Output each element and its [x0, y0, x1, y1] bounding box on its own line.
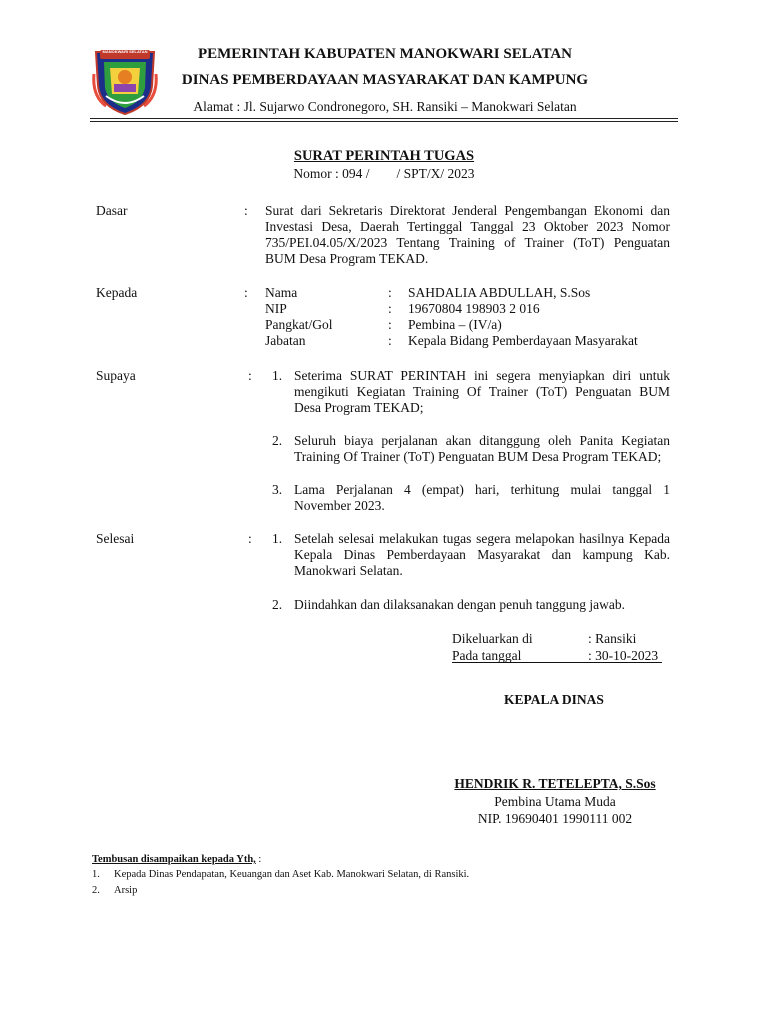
dasar-text — [265, 203, 670, 267]
header-department: DINAS PEMBERDAYAAN MASYARAKAT DAN KAMPUNG — [181, 72, 589, 88]
document-title: SURAT PERINTAH TUGAS — [293, 148, 475, 164]
field-jabatan-key: Jabatan — [265, 333, 306, 348]
cc-item-2-num: 2. — [92, 885, 100, 896]
selesai-item-1 — [294, 531, 670, 579]
dasar-line: Investasi Desa, Daerah Tertinggal Tanggal 23 Oktober 2023 Nomor — [265, 219, 670, 234]
dasar-line: 735/PEI.04.05/X/2023 Tentang Training of Trainer (ToT) Penguatan — [265, 235, 670, 250]
field-nip-value: 19670804 198903 2 016 — [408, 301, 540, 316]
cc-title — [92, 853, 261, 866]
selesai-item-1-num: 1. — [272, 531, 283, 546]
issued-place-label: Dikeluarkan di — [452, 631, 533, 646]
field-jabatan-sep: : — [388, 333, 392, 348]
issued-date-label: Pada tanggal — [452, 648, 522, 663]
header-government: PEMERINTAH KABUPATEN MANOKWARI SELATAN — [197, 46, 573, 62]
field-nip-key: NIP — [265, 301, 287, 316]
issued-date-value: : 30-10-2023 — [588, 648, 659, 663]
dasar-colon: : — [244, 203, 248, 218]
dasar-label: Dasar — [96, 203, 128, 218]
supaya-item-3-num: 3. — [272, 482, 283, 497]
selesai-item-2: Diindahkan dan dilaksanakan dengan penuh tanggung jawab. — [294, 597, 626, 612]
kepada-label: Kepada — [96, 285, 138, 300]
list-item-line: November 2023. — [294, 498, 385, 513]
field-nip-sep: : — [388, 301, 392, 316]
signatory-nip: NIP. 19690401 1990111 002 — [477, 811, 633, 826]
field-nama-sep: : — [388, 285, 392, 300]
document-number: Nomor : 094 / / SPT/X/ 2023 — [293, 166, 475, 181]
dasar-line: BUM Desa Program TEKAD. — [265, 251, 429, 266]
signatory-name: HENDRIK R. TETELEPTA, S.Sos — [454, 776, 656, 791]
field-nama-value: SAHDALIA ABDULLAH, S.Sos — [408, 285, 591, 300]
field-nama-key: Nama — [265, 285, 298, 300]
kepada-colon: : — [244, 285, 248, 300]
list-item-line: Training Of Trainer (ToT) Penguatan BUM Desa Program TEKAD; — [294, 449, 662, 464]
supaya-item-1 — [294, 368, 670, 416]
dasar-line: Surat dari Sekretaris Direktorat Jenderal Pengembangan Ekonomi dan — [265, 203, 670, 218]
header-divider-thin — [90, 121, 678, 122]
cc-item-1-num: 1. — [92, 869, 100, 880]
cc-title-text: Tembusan disampaikan kepada Yth, — [92, 854, 256, 865]
signatory-rank: Pembina Utama Muda — [494, 794, 616, 809]
selesai-colon: : — [248, 531, 252, 546]
supaya-colon: : — [248, 368, 252, 383]
supaya-item-1-num: 1. — [272, 368, 283, 383]
cc-title-suffix: : — [255, 854, 262, 865]
cc-item-2: Arsip — [114, 885, 138, 896]
emblem-text: MANOKWARI SELATAN — [102, 49, 148, 54]
field-pangkat-value: Pembina – (IV/a) — [408, 317, 502, 332]
list-item-line: Setelah selesai melakukan tugas segera melapokan hasilnya Kepada — [294, 531, 670, 546]
supaya-label: Supaya — [96, 368, 136, 383]
field-pangkat-sep: : — [388, 317, 392, 332]
list-item-line: Desa Program TEKAD; — [294, 400, 424, 415]
list-item-line: Kepala Dinas Pemberdayaan Masyarakat dan kampung Kab. — [294, 547, 670, 562]
list-item-line: Lama Perjalanan 4 (empat) hari, terhitung mulai tanggal 1 — [294, 482, 670, 497]
header-divider — [90, 118, 678, 119]
supaya-item-3 — [294, 482, 670, 514]
selesai-item-2-num: 2. — [272, 597, 283, 612]
list-item-line: Manokwari Selatan. — [294, 563, 403, 578]
issued-place-value: : Ransiki — [588, 631, 637, 646]
list-item-line: Seluruh biaya perjalanan akan ditanggung oleh Panita Kegiatan — [294, 433, 670, 448]
signatory-position: KEPALA DINAS — [504, 692, 604, 707]
field-pangkat-key: Pangkat/Gol — [265, 317, 333, 332]
selesai-label: Selesai — [96, 531, 135, 546]
list-item-line: mengikuti Kegiatan Training Of Trainer (ToT) Penguatan BUM — [294, 384, 670, 399]
supaya-item-2 — [294, 433, 670, 465]
list-item-line: Seterima SURAT PERINTAH ini segera menyiapkan diri untuk — [294, 368, 670, 383]
field-jabatan-value: Kepala Bidang Pemberdayaan Masyarakat — [408, 333, 638, 348]
header-address: Alamat : Jl. Sujarwo Condronegoro, SH. Ransiki – Manokwari Selatan — [193, 99, 577, 114]
issued-underline — [452, 662, 662, 663]
cc-item-1: Kepada Dinas Pendapatan, Keuangan dan Aset Kab. Manokwari Selatan, di Ransiki. — [114, 869, 470, 880]
supaya-item-2-num: 2. — [272, 433, 283, 448]
